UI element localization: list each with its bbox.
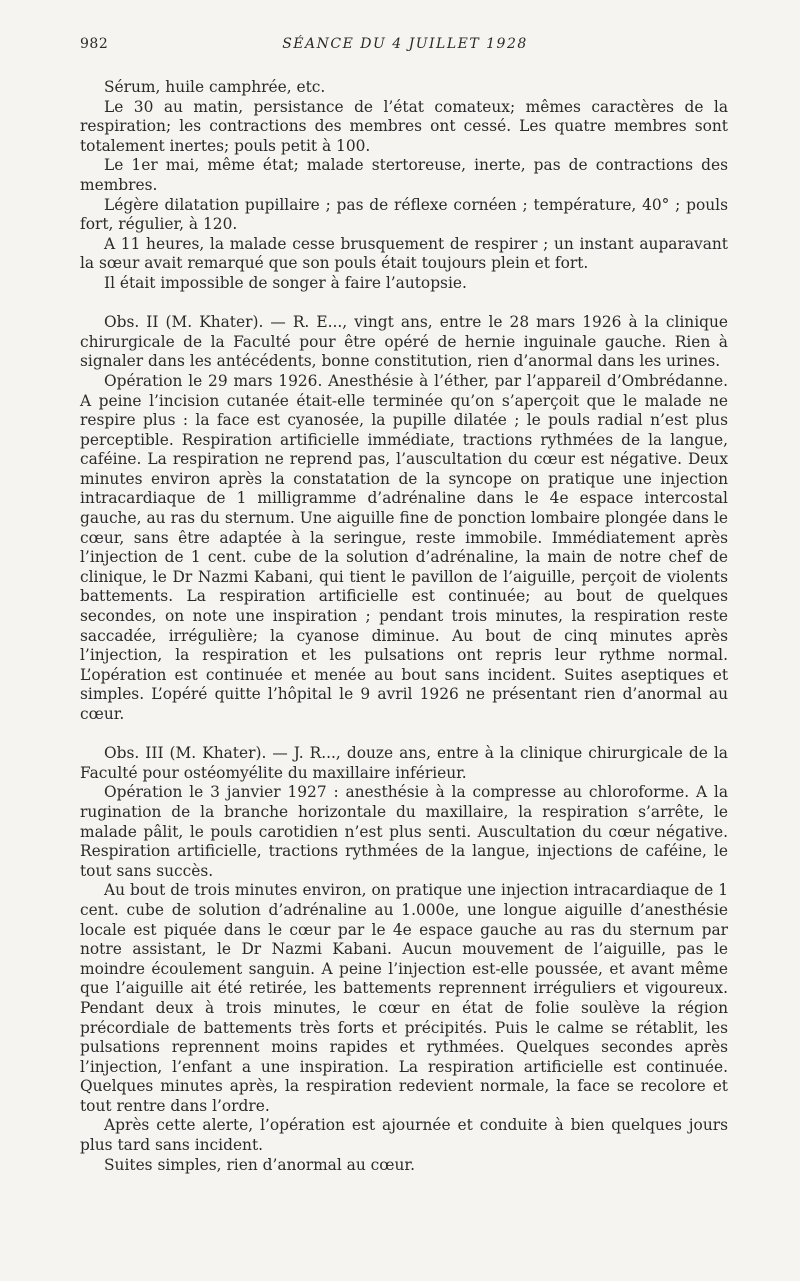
paragraph: Suites simples, rien d’anormal au cœur. xyxy=(104,1155,415,1174)
paragraph: Au bout de trois minutes environ, on pratique une injection intracardiaque de 1 cent. cube de solution d’adrénaline au 1.000e, une longue aiguille d’anesthésie locale est piquée dans le cœur par le 4e espace gauche au ras du sternum par notre assistant, le Dr Nazmi Kabani. Aucun mouvement de l’aiguille, pas le moindre écoulement sanguin. A peine l’injection est-elle poussée, et avant même que l’aiguille ait été retirée, les battements reprennent irréguliers et vigoureux. Pendant deux à trois minutes, le cœur en état de folie soulève la région précordiale de battements très forts et précipités. Puis le calme se rétablit, les pulsations reprennent moins rapides et rythmées. Quelques secondes après l’injection, l’enfant a une inspiration. La respiration artificielle est continuée. Quelques minutes après, la respiration redevient normale, la face se recolore et tout rentre dans l’ordre. xyxy=(80,881,728,1115)
paragraph: Opération le 29 mars 1926. Anesthésie à l’éther, par l’appareil d’Ombrédanne. A peine l’incision cutanée était-elle terminée qu’on s’aperçoit que le malade ne respire plus : la face est cyanosée, la pupille dilatée ; le pouls radial n’est plus perceptible. Respiration artificielle immédiate, tractions rythmées de la langue, caféine. La respiration ne reprend pas, l’auscultation du cœur est négative. Deux minutes environ après la constatation de la syncope on pratique une injection intracardiaque de 1 milligramme d’adrénaline dans le 4e espace intercostal gauche, au ras du sternum. Une aiguille fine de ponction lombaire plongée dans le cœur, sans être adaptée à la seringue, reste immobile. Immédiatement après l’injection de 1 cent. cube de la solution d’adrénaline, la main de notre chef de clinique, le Dr Nazmi Kabani, qui tient le pavillon de l’aiguille, perçoit de violents battements. La respiration artificielle est continuée; au bout de quelques secondes, on note une inspiration ; pendant trois minutes, la respiration reste saccadée, irrégulière; la cyanose diminue. Au bout de cinq minutes après l’injection, la respiration et les pulsations ont repris leur rythme normal. L’opération est continuée et menée au bout sans incident. Suites aseptiques et simples. L’opéré quitte l’hôpital le 9 avril 1926 ne présentant rien d’anormal au cœur. xyxy=(80,371,728,723)
paragraph: Le 30 au matin, persistance de l’état comateux; mêmes caractères de la respiration; les contractions des membres ont cessé. Les quatre membres sont totalement inertes; pouls petit à 100. xyxy=(80,97,728,155)
page-number: 982 xyxy=(80,36,109,52)
paragraph: Légère dilatation pupillaire ; pas de réflexe cornéen ; température, 40° ; pouls fort, régulier, à 120. xyxy=(80,195,728,234)
body-text xyxy=(80,78,728,1175)
running-header xyxy=(80,36,730,56)
paragraph: Le 1er mai, même état; malade stertoreuse, inerte, pas de contractions des membres. xyxy=(80,156,728,194)
paragraph: Il était impossible de songer à faire l’autopsie. xyxy=(104,273,467,292)
paragraph: Opération le 3 janvier 1927 : anesthésie à la compresse au chloroforme. A la rugination de la branche horizontale du maxillaire, la respiration s’arrête, le malade pâlit, le pouls carotidien n’est plus senti. Auscultation du cœur négative. Respiration artificielle, tractions rythmées de la langue, injections de caféine, le tout sans succès. xyxy=(80,783,728,880)
paragraph: Sérum, huile camphrée, etc. xyxy=(104,78,326,96)
paragraph: A 11 heures, la malade cesse brusquement de respirer ; un instant auparavant la sœur avait remarqué que son pouls était toujours plein et fort. xyxy=(80,234,728,273)
running-title: SÉANCE DU 4 JUILLET 1928 xyxy=(282,36,528,52)
observation-3-intro: Obs. III (M. Khater). — J. R..., douze ans, entre à la clinique chirurgicale de la Faculté pour ostéomyélite du maxillaire inférieur. xyxy=(80,744,728,782)
paragraph: Après cette alerte, l’opération est ajournée et conduite à bien quelques jours plus tard sans incident. xyxy=(80,1116,728,1155)
observation-2-intro: Obs. II (M. Khater). — R. E..., vingt ans, entre le 28 mars 1926 à la clinique chirurgicale de la Faculté pour être opéré de hernie inguinale gauche. Rien à signaler dans les antécédents, bonne constitution, rien d’anormal dans les urines. xyxy=(80,313,728,371)
